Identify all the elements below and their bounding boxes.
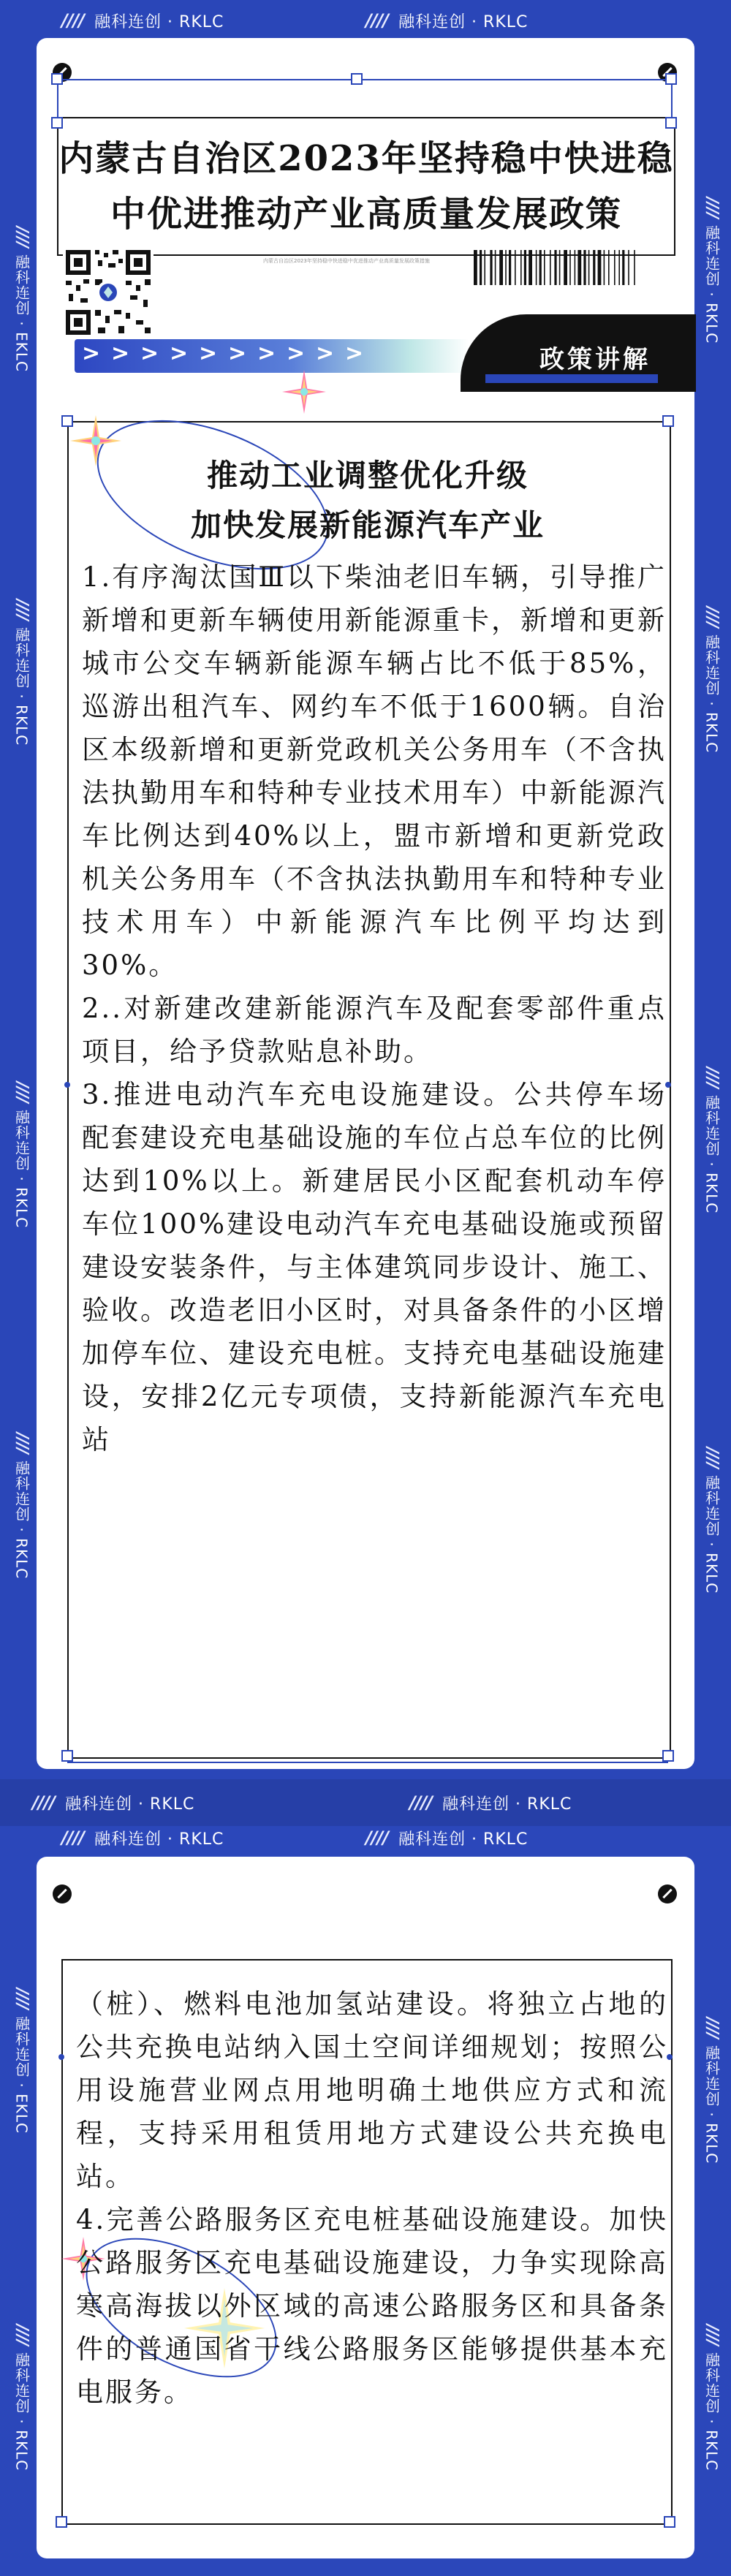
right-side-tag — [690, 2018, 731, 2259]
side-tag-text: 融科连创 · RKLC — [702, 2352, 721, 2471]
right-side-tag — [690, 1447, 731, 1689]
slash-decoration: //// — [702, 607, 721, 628]
qr-code-icon — [63, 247, 154, 338]
chevron-right-icon: > — [111, 341, 130, 366]
brand-tag-text: 融科连创 · RKLC — [442, 1795, 572, 1814]
slash-decoration: //// — [409, 1792, 433, 1813]
side-tag-text: 融科连创 · RKLC — [12, 2352, 31, 2471]
side-tag-text: 融科连创 · RKLC — [702, 634, 721, 754]
guide-line — [57, 79, 673, 80]
right-side-tag — [690, 1067, 731, 1308]
right-side-tag — [690, 2325, 731, 2566]
policy-tab-label: 政策讲解 — [539, 345, 651, 374]
brand-tag-text: 融科连创 · RKLC — [65, 1795, 195, 1814]
policy-tab-underline — [485, 374, 658, 383]
slash-decoration: //// — [366, 1827, 389, 1848]
binder-hole-icon — [53, 1884, 72, 1903]
binder-hole-icon — [658, 1884, 677, 1903]
body-text-page-2 — [76, 1982, 668, 2494]
side-tag-text: 融科连创 · RKLC — [702, 1475, 721, 1594]
side-tag-text: 融科连创 · RKLC — [702, 2045, 721, 2164]
paragraph: 4.完善公路服务区充电桩基础设施建设。加快公路服务区充电基础设施建设，力争实现除高寒高海拔以外区域的高速公路服务区和具备条件的普通国省干线公路服务区能够提供基本充电服务。 — [76, 2204, 668, 2408]
slash-decoration: //// — [366, 10, 389, 31]
slash-decoration: //// — [12, 1082, 31, 1103]
chevron-right-icon: > — [82, 341, 101, 366]
side-tag-text: 融科连创 · RKLC — [702, 225, 721, 344]
side-tag-text: 融科连创 · RKLC — [702, 1095, 721, 1214]
slash-decoration: //// — [32, 1792, 56, 1813]
slash-decoration: //// — [702, 1447, 721, 1469]
chevron-right-icon: > — [287, 341, 306, 366]
title-box — [57, 117, 675, 256]
paragraph: （桩）、燃料电池加氢站建设。将独立占地的公共充换电站纳入国土空间详细规划；按照公用设施营业网点用地明确土地供应方式和流程，支持采用租赁用地方式建设公共充换电站。 — [76, 1988, 668, 2192]
page-title-line-2: 中优进推动产业高质量发展政策 — [110, 194, 622, 235]
slash-decoration: //// — [12, 2325, 31, 2346]
side-tag-text: 融科连创 · RKLC — [12, 1461, 31, 1580]
barcode-icon — [474, 250, 671, 285]
slash-decoration: //// — [702, 1067, 721, 1088]
chevron-right-icon: > — [199, 341, 218, 366]
slash-decoration: //// — [12, 599, 31, 621]
brand-tag-text: 融科连创 · RKLC — [94, 1830, 224, 1849]
section-subtitle-2: 加快发展新能源汽车产业 — [190, 507, 545, 543]
right-side-tag — [690, 197, 731, 439]
side-tag-text: 融科连创 · RKLC — [12, 1110, 31, 1229]
selection-handle — [64, 1082, 70, 1088]
sparkle-star-icon — [282, 370, 326, 414]
brand-tag-row-2 — [61, 1823, 224, 1852]
page-title-line-1: 内蒙古自治区2023年坚持稳中快进稳 — [58, 138, 674, 179]
brand-tag-row-2b — [366, 1823, 528, 1852]
top-brand-tag — [61, 6, 224, 35]
chevron-right-icon: > — [228, 341, 247, 366]
slash-decoration: //// — [12, 227, 31, 248]
slash-decoration: //// — [61, 1827, 85, 1848]
fine-print: 内蒙古自治区2023年坚持稳中快进稳中优进推动产业高质量发展政策措施 — [263, 258, 430, 264]
selection-handle — [662, 415, 674, 427]
selection-handle — [56, 2516, 67, 2528]
paragraph: 2..对新建改建新能源汽车及配套零部件重点项目，给予贷款贴息补助。 — [82, 993, 667, 1067]
chevron-right-icon: > — [257, 341, 276, 366]
right-side-tag — [690, 607, 731, 848]
body-text-page-1 — [82, 556, 667, 1747]
slash-decoration: //// — [61, 10, 85, 31]
slash-decoration: //// — [702, 2018, 721, 2039]
chevron-right-icon: > — [170, 341, 189, 366]
side-tag-text: 融科连创 · EKLC — [12, 254, 31, 373]
chevron-right-icon: > — [345, 341, 364, 366]
selection-handle — [61, 1750, 73, 1762]
brand-tag-row-1b — [409, 1788, 572, 1817]
brand-tag-text: 融科连创 · RKLC — [94, 12, 224, 31]
selection-handle — [51, 73, 63, 85]
side-tag-text: 融科连创 · RKLC — [12, 627, 31, 746]
brand-tag-row-1 — [32, 1788, 194, 1817]
chevron-right-icon: > — [316, 341, 335, 366]
chevron-right-icon: > — [140, 341, 159, 366]
top-brand-tag-2 — [366, 6, 528, 35]
slash-decoration: //// — [702, 2325, 721, 2346]
selection-handle — [58, 2054, 64, 2060]
paragraph: 1.有序淘汰国Ⅲ以下柴油老旧车辆，引导推广新增和更新车辆使用新能源重卡，新增和更新城市公交车辆新能源车辆占比不低于85%，巡游出租汽车、网约车不低于1600辆。自治区本级新增和更新党政机关公务用车（不含执法执勤用车和特种专业技术用车）中新能源汽车比例达到40%以上，盟市新增和更新党政机关公务用车（不含执法执勤用车和特种专业技术用车）中新能源汽车比例平均达到30%。 — [82, 561, 667, 981]
slash-decoration: //// — [12, 1433, 31, 1454]
guide-line — [67, 1762, 668, 1763]
selection-handle — [665, 73, 677, 85]
paragraph: 3.推进电动汽车充电设施建设。公共停车场配套建设充电基础设施的车位占总车位的比例达到10%以上。新建居民小区配套机动车停车位100%建设电动汽车充电基础设施或预留建设安装条件，与主体建筑同步设计、施工、验收。改造老旧小区时，对具备条件的小区增加停车位、建设充电桩。支持充电基础设施建设，安排2亿元专项债，支持新能源汽车充电站 — [82, 1079, 667, 1455]
brand-tag-text: 融科连创 · RKLC — [398, 1830, 529, 1849]
slash-decoration: //// — [12, 1988, 31, 2009]
brand-tag-text: 融科连创 · RKLC — [398, 12, 529, 31]
section-subtitle-1: 推动工业调整优化升级 — [206, 458, 529, 493]
selection-handle — [51, 117, 63, 129]
selection-handle — [351, 73, 363, 85]
selection-handle — [664, 2516, 675, 2528]
selection-handle — [662, 1750, 674, 1762]
side-tag-text: 融科连创 · EKLC — [12, 2016, 31, 2134]
slash-decoration: //// — [702, 197, 721, 219]
selection-handle — [665, 117, 677, 129]
